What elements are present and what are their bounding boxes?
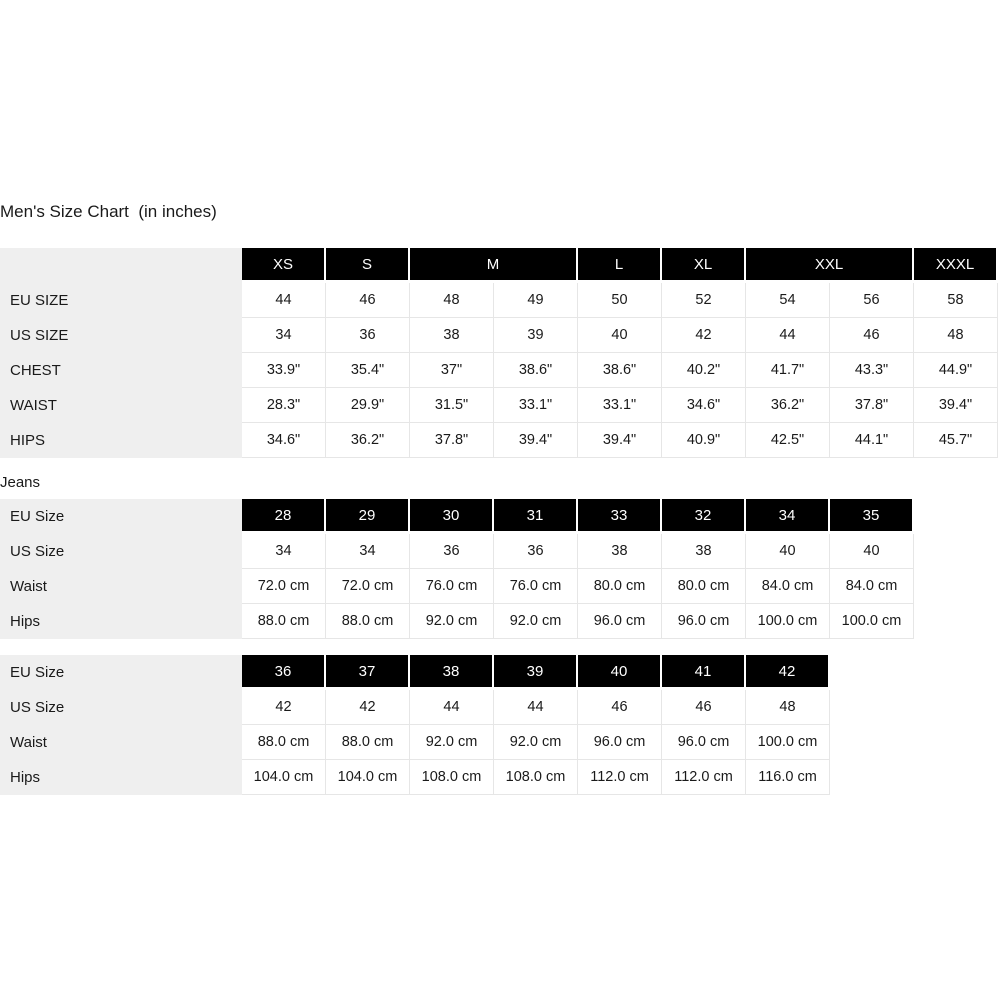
table-cell: 116.0 cm <box>746 760 830 795</box>
table-cell: 35.4" <box>326 353 410 388</box>
empty-cell <box>914 604 998 639</box>
header-corner <box>0 248 242 283</box>
row-label: EU Size <box>0 655 242 690</box>
empty-cell <box>914 690 998 725</box>
row-label: HIPS <box>0 423 242 458</box>
table-cell: 39.4" <box>914 388 998 423</box>
table-cell: 44 <box>242 283 326 318</box>
table-cell: 33.1" <box>578 388 662 423</box>
table-cell: 96.0 cm <box>578 725 662 760</box>
table-cell: 54 <box>746 283 830 318</box>
size-header-cell: 42 <box>746 655 830 690</box>
table-cell: 37.8" <box>830 388 914 423</box>
table-cell: 37" <box>410 353 494 388</box>
empty-cell <box>830 655 914 690</box>
table-cell: 112.0 cm <box>578 760 662 795</box>
size-header-cell: 33 <box>578 499 662 534</box>
table-cell: 34.6" <box>662 388 746 423</box>
table-cell: 92.0 cm <box>410 725 494 760</box>
page-title: Men's Size Chart (in inches) <box>0 202 217 221</box>
table-cell: 42 <box>326 690 410 725</box>
table-cell: 58 <box>914 283 998 318</box>
empty-cell <box>830 760 914 795</box>
table-cell: 92.0 cm <box>494 725 578 760</box>
table-cell: 38.6" <box>578 353 662 388</box>
table-cell: 34 <box>326 534 410 569</box>
empty-cell <box>914 499 998 534</box>
table-cell: 33.9" <box>242 353 326 388</box>
row-label: US Size <box>0 690 242 725</box>
table-cell: 40 <box>578 318 662 353</box>
table-cell: 45.7" <box>914 423 998 458</box>
table-cell: 72.0 cm <box>242 569 326 604</box>
table-cell: 100.0 cm <box>746 604 830 639</box>
table-cell: 39.4" <box>494 423 578 458</box>
size-header-cell: 37 <box>326 655 410 690</box>
table-cell: 39 <box>494 318 578 353</box>
table-cell: 31.5" <box>410 388 494 423</box>
table-cell: 42.5" <box>746 423 830 458</box>
jeans-size-table-2 <box>0 655 998 795</box>
table-cell: 88.0 cm <box>326 725 410 760</box>
table-cell: 88.0 cm <box>242 604 326 639</box>
table-cell: 43.3" <box>830 353 914 388</box>
empty-cell <box>830 725 914 760</box>
table-cell: 104.0 cm <box>326 760 410 795</box>
table-cell: 44.9" <box>914 353 998 388</box>
table-cell: 112.0 cm <box>662 760 746 795</box>
size-header-cell: 41 <box>662 655 746 690</box>
jeans-title: Jeans <box>0 474 41 491</box>
table-cell: 108.0 cm <box>494 760 578 795</box>
empty-cell <box>914 569 998 604</box>
table-cell: 36 <box>410 534 494 569</box>
table-cell: 92.0 cm <box>494 604 578 639</box>
row-label: US Size <box>0 534 242 569</box>
empty-cell <box>914 655 998 690</box>
size-header-cell: 30 <box>410 499 494 534</box>
jeans-size-table-1 <box>0 499 998 639</box>
table-cell: 37.8" <box>410 423 494 458</box>
row-label: EU Size <box>0 499 242 534</box>
row-label: Waist <box>0 725 242 760</box>
size-header-cell: XL <box>662 248 746 283</box>
table-cell: 46 <box>662 690 746 725</box>
size-header-cell: XS <box>242 248 326 283</box>
table-cell: 34 <box>242 534 326 569</box>
table-cell: 36.2" <box>746 388 830 423</box>
table-cell: 46 <box>326 283 410 318</box>
table-cell: 76.0 cm <box>494 569 578 604</box>
table-cell: 46 <box>830 318 914 353</box>
table-cell: 38 <box>578 534 662 569</box>
table-cell: 34 <box>242 318 326 353</box>
table-cell: 40.2" <box>662 353 746 388</box>
size-header-cell: 39 <box>494 655 578 690</box>
table-cell: 92.0 cm <box>410 604 494 639</box>
size-header-cell: 28 <box>242 499 326 534</box>
table-cell: 42 <box>242 690 326 725</box>
size-header-cell: 35 <box>830 499 914 534</box>
table-cell: 36 <box>326 318 410 353</box>
size-header-cell: 34 <box>746 499 830 534</box>
table-cell: 44.1" <box>830 423 914 458</box>
table-cell: 96.0 cm <box>662 604 746 639</box>
size-header-cell: XXL <box>746 248 914 283</box>
table-cell: 48 <box>746 690 830 725</box>
table-cell: 29.9" <box>326 388 410 423</box>
size-header-cell: 38 <box>410 655 494 690</box>
table-cell: 96.0 cm <box>662 725 746 760</box>
empty-cell <box>914 534 998 569</box>
table-cell: 46 <box>578 690 662 725</box>
table-cell: 104.0 cm <box>242 760 326 795</box>
row-label: Hips <box>0 604 242 639</box>
table-cell: 42 <box>662 318 746 353</box>
row-label: EU SIZE <box>0 283 242 318</box>
row-label: US SIZE <box>0 318 242 353</box>
table-cell: 80.0 cm <box>662 569 746 604</box>
table-cell: 41.7" <box>746 353 830 388</box>
table-cell: 44 <box>494 690 578 725</box>
table-cell: 88.0 cm <box>326 604 410 639</box>
table-cell: 72.0 cm <box>326 569 410 604</box>
size-header-cell: XXXL <box>914 248 998 283</box>
table-cell: 40.9" <box>662 423 746 458</box>
tops-size-table <box>0 248 998 458</box>
table-cell: 76.0 cm <box>410 569 494 604</box>
table-cell: 84.0 cm <box>746 569 830 604</box>
table-cell: 28.3" <box>242 388 326 423</box>
table-cell: 34.6" <box>242 423 326 458</box>
table-cell: 49 <box>494 283 578 318</box>
size-header-cell: 29 <box>326 499 410 534</box>
table-cell: 38 <box>662 534 746 569</box>
table-cell: 80.0 cm <box>578 569 662 604</box>
table-cell: 56 <box>830 283 914 318</box>
row-label: Hips <box>0 760 242 795</box>
empty-cell <box>914 760 998 795</box>
table-cell: 48 <box>914 318 998 353</box>
row-label: WAIST <box>0 388 242 423</box>
table-cell: 40 <box>746 534 830 569</box>
table-cell: 50 <box>578 283 662 318</box>
table-cell: 88.0 cm <box>242 725 326 760</box>
empty-cell <box>914 725 998 760</box>
size-header-cell: L <box>578 248 662 283</box>
empty-cell <box>830 690 914 725</box>
table-cell: 44 <box>746 318 830 353</box>
size-header-cell: 36 <box>242 655 326 690</box>
table-cell: 44 <box>410 690 494 725</box>
table-cell: 33.1" <box>494 388 578 423</box>
table-cell: 36 <box>494 534 578 569</box>
size-header-cell: S <box>326 248 410 283</box>
table-cell: 36.2" <box>326 423 410 458</box>
table-cell: 108.0 cm <box>410 760 494 795</box>
row-label: CHEST <box>0 353 242 388</box>
table-cell: 100.0 cm <box>830 604 914 639</box>
size-header-cell: 40 <box>578 655 662 690</box>
size-header-cell: 32 <box>662 499 746 534</box>
table-cell: 38.6" <box>494 353 578 388</box>
table-cell: 39.4" <box>578 423 662 458</box>
table-cell: 84.0 cm <box>830 569 914 604</box>
table-cell: 100.0 cm <box>746 725 830 760</box>
table-cell: 40 <box>830 534 914 569</box>
table-cell: 48 <box>410 283 494 318</box>
table-cell: 52 <box>662 283 746 318</box>
size-header-cell: M <box>410 248 578 283</box>
table-cell: 38 <box>410 318 494 353</box>
row-label: Waist <box>0 569 242 604</box>
table-cell: 96.0 cm <box>578 604 662 639</box>
size-header-cell: 31 <box>494 499 578 534</box>
